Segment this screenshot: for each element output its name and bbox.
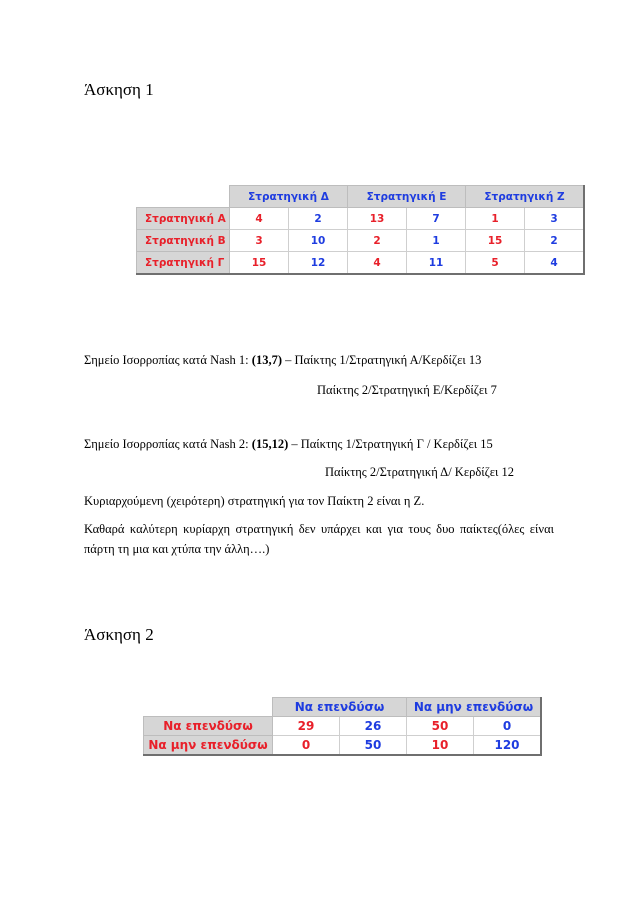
payoff-cell-p2: 4: [525, 252, 585, 275]
nash2-point: (15,12): [251, 437, 289, 451]
payoff-cell-p1: 2: [348, 230, 407, 252]
payoff-cell-p1: 50: [407, 717, 474, 736]
nash2-prefix: Σημείο Ισορροπίας κατά Nash 2:: [84, 437, 252, 451]
blank-corner: [144, 698, 273, 717]
payoff-cell-p2: 120: [474, 736, 542, 756]
table-row: [144, 736, 542, 756]
payoff-cell-p2: 7: [407, 208, 466, 230]
nash1-prefix: Σημείο Ισορροπίας κατά Nash 1:: [84, 353, 252, 367]
row-header-invest: Να επενδύσω: [144, 717, 273, 736]
payoff-cell-p1: 0: [273, 736, 340, 756]
payoff-cell-p1: 29: [273, 717, 340, 736]
payoff-cell-p2: 2: [525, 230, 585, 252]
payoff-cell-p1: 15: [466, 230, 525, 252]
col-header-strategy-z: Στρατηγική Ζ: [466, 186, 585, 208]
table-header-row: [144, 698, 542, 717]
payoff-table-2: [143, 697, 542, 756]
payoff-cell-p1: 15: [230, 252, 289, 275]
nash-equilibrium-2: [84, 436, 493, 452]
exercise2-heading: Άσκηση 2: [84, 625, 154, 644]
nash1-point: (13,7): [251, 353, 282, 367]
payoff-cell-p2: 26: [340, 717, 407, 736]
payoff-cell-p2: 50: [340, 736, 407, 756]
dominated-strategy-text: Κυριαρχούμενη (χειρότερη) στρατηγική για τον Παίκτη 2 είναι η Ζ.: [84, 494, 425, 508]
nash2-player1: – Παίκτης 1/Στρατηγική Γ / Κερδίζει 15: [288, 437, 493, 451]
payoff-cell-p2: 11: [407, 252, 466, 275]
payoff-cell-p2: 1: [407, 230, 466, 252]
payoff-table-1: [136, 185, 585, 275]
payoff-cell-p2: 12: [289, 252, 348, 275]
payoff-cell-p2: 0: [474, 717, 542, 736]
row-header-strategy-a: Στρατηγική Α: [137, 208, 230, 230]
payoff-cell-p2: 3: [525, 208, 585, 230]
payoff-cell-p2: 10: [289, 230, 348, 252]
table-row: [137, 230, 585, 252]
payoff-cell-p1: 3: [230, 230, 289, 252]
payoff-cell-p1: 5: [466, 252, 525, 275]
payoff-cell-p1: 10: [407, 736, 474, 756]
col-header-invest: Να επενδύσω: [273, 698, 407, 717]
payoff-cell-p2: 2: [289, 208, 348, 230]
table-row: [137, 208, 585, 230]
payoff-cell-p1: 4: [230, 208, 289, 230]
col-header-not-invest: Να μην επενδύσω: [407, 698, 542, 717]
col-header-strategy-e: Στρατηγική Ε: [348, 186, 466, 208]
payoff-cell-p1: 1: [466, 208, 525, 230]
payoff-cell-p1: 13: [348, 208, 407, 230]
blank-corner: [137, 186, 230, 208]
nash2-player2: Παίκτης 2/Στρατηγική Δ/ Κερδίζει 12: [325, 465, 514, 479]
pure-dominant-text: Καθαρά καλύτερη κυρίαρχη στρατηγική δεν υπάρχει και για τους δυο παίκτες(όλες είναι πάρτη τη μια και χτύπα την άλλη….): [84, 522, 554, 556]
table-row: [144, 717, 542, 736]
payoff-cell-p1: 4: [348, 252, 407, 275]
nash1-player1: – Παίκτης 1/Στρατηγική Α/Κερδίζει 13: [281, 353, 482, 367]
exercise1-heading: Άσκηση 1: [84, 80, 154, 99]
row-header-strategy-b: Στρατηγική Β: [137, 230, 230, 252]
table-row: [137, 252, 585, 275]
nash1-player2: Παίκτης 2/Στρατηγική Ε/Κερδίζει 7: [317, 383, 497, 397]
nash-equilibrium-1: [84, 352, 481, 368]
row-header-not-invest: Να μην επενδύσω: [144, 736, 273, 756]
col-header-strategy-d: Στρατηγική Δ: [230, 186, 348, 208]
row-header-strategy-g: Στρατηγική Γ: [137, 252, 230, 275]
table-header-row: [137, 186, 585, 208]
